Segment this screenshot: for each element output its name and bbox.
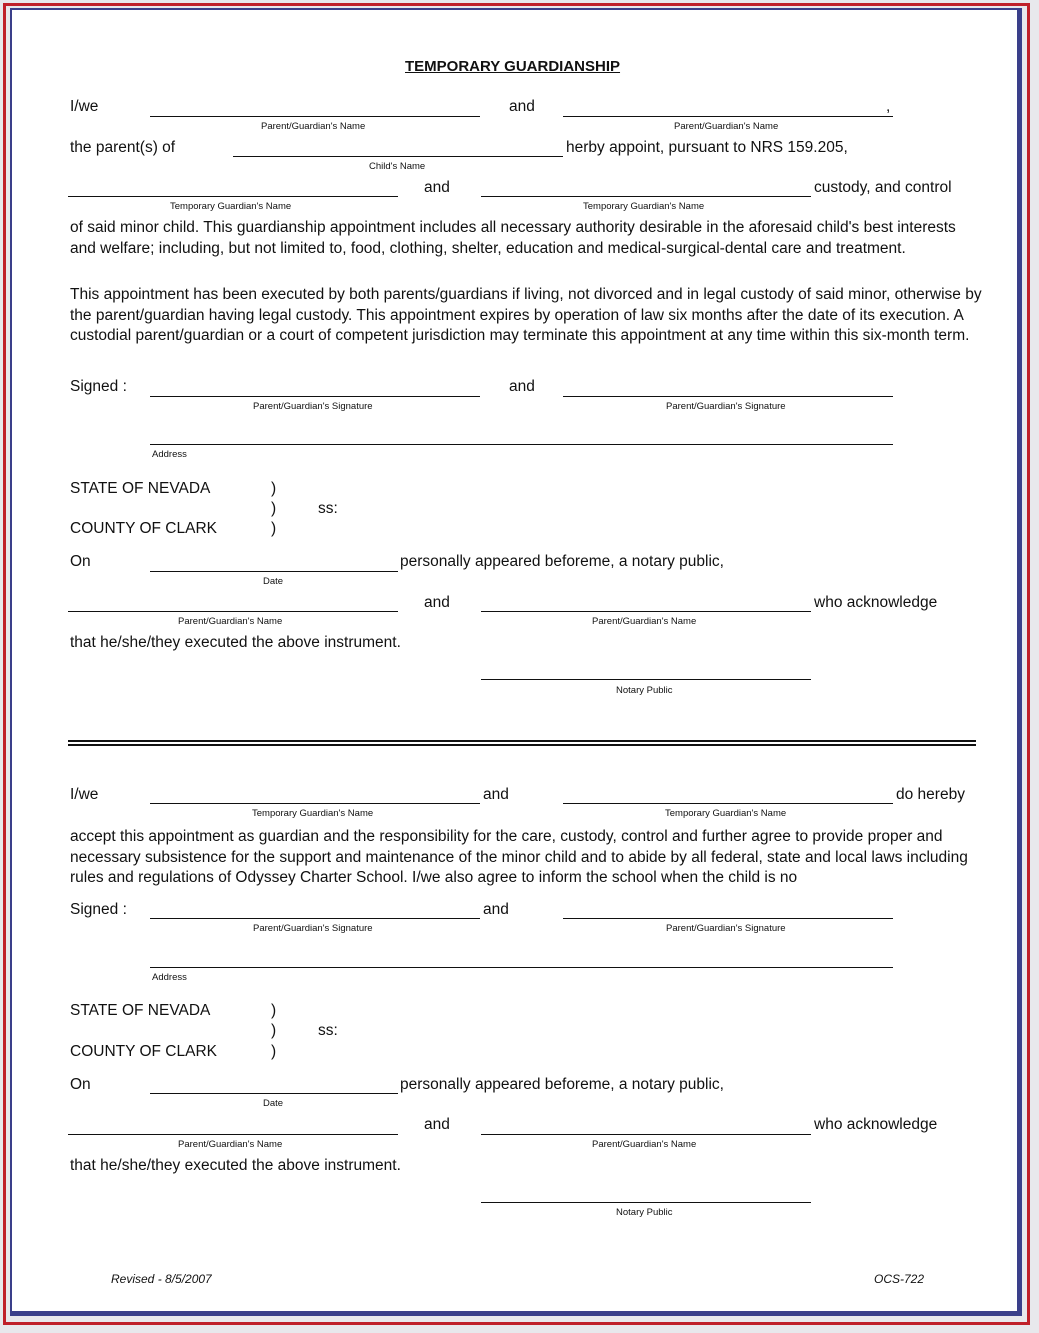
paren: ) <box>271 500 277 517</box>
appeared-text: personally appeared beforeme, a notary public, <box>400 553 724 570</box>
parent-signature-1-caption: Parent/Guardian's Signature <box>253 401 373 412</box>
herby-appoint-text: herby appoint, pursuant to NRS 159.205, <box>566 139 848 156</box>
notary-parent-name-2-field[interactable] <box>481 611 811 612</box>
date-caption: Date <box>263 1098 284 1109</box>
county-label: COUNTY OF CLARK <box>70 1043 217 1060</box>
address-field[interactable] <box>150 444 893 445</box>
ss-label: ss: <box>318 1022 338 1039</box>
who-acknowledge-text: who acknowledge <box>814 1116 938 1133</box>
notary-parent-name-1-field[interactable] <box>68 1134 398 1135</box>
address-field[interactable] <box>150 967 893 968</box>
and-label: and <box>424 1116 450 1133</box>
address-caption: Address <box>152 449 187 460</box>
temp-guardian-1-field[interactable] <box>68 196 398 197</box>
parent-signature-2-field[interactable] <box>563 396 893 397</box>
appeared-text: personally appeared beforeme, a notary public, <box>400 1076 724 1093</box>
notary-caption: Notary Public <box>616 685 673 696</box>
county-label: COUNTY OF CLARK <box>70 520 217 537</box>
document-title: TEMPORARY GUARDIANSHIP <box>405 58 621 75</box>
notary-parent-name-1-caption: Parent/Guardian's Name <box>178 616 283 627</box>
temp-guardian-2-field[interactable] <box>481 196 811 197</box>
iwe-label: I/we <box>70 98 99 115</box>
notary-parent-name-1-field[interactable] <box>68 611 398 612</box>
and-label: and <box>424 179 450 196</box>
state-label: STATE OF NEVADA <box>70 1002 211 1019</box>
parent-signature-2-caption: Parent/Guardian's Signature <box>666 401 786 412</box>
and-label: and <box>483 901 509 918</box>
paren: ) <box>271 520 277 537</box>
and-label: and <box>424 594 450 611</box>
guardian-signature-2-caption: Parent/Guardian's Signature <box>666 923 786 934</box>
notary-signature-field[interactable] <box>481 1202 811 1203</box>
parent-signature-1-field[interactable] <box>150 396 480 397</box>
date-field[interactable] <box>150 571 398 572</box>
temp-guardian-2-caption: Temporary Guardian's Name <box>583 201 705 212</box>
signed-label: Signed : <box>70 901 127 918</box>
custody-control-text: custody, and control <box>814 179 952 196</box>
document-page <box>10 8 1022 1316</box>
executed-text: that he/she/they executed the above instrument. <box>70 634 401 651</box>
and-label: and <box>509 378 535 395</box>
parent-name-2-field[interactable] <box>563 116 893 117</box>
notary-signature-field[interactable] <box>481 679 811 680</box>
state-label: STATE OF NEVADA <box>70 480 211 497</box>
do-hereby-text: do hereby <box>896 786 965 803</box>
temp-guardian-1-caption: Temporary Guardian's Name <box>170 201 292 212</box>
paren: ) <box>271 480 277 497</box>
guardian-signature-2-field[interactable] <box>563 918 893 919</box>
iwe-label: I/we <box>70 786 99 803</box>
notary-parent-name-2-caption: Parent/Guardian's Name <box>592 1139 697 1150</box>
parent-name-1-field[interactable] <box>150 116 480 117</box>
guardian-signature-1-caption: Parent/Guardian's Signature <box>253 923 373 934</box>
form-number: OCS-722 <box>874 1272 925 1286</box>
accept-temp-guardian-2-caption: Temporary Guardian's Name <box>665 808 787 819</box>
comma: , <box>886 98 891 115</box>
signed-label: Signed : <box>70 378 127 395</box>
on-label: On <box>70 1076 91 1093</box>
notary-parent-name-2-caption: Parent/Guardian's Name <box>592 616 697 627</box>
address-caption: Address <box>152 972 187 983</box>
notary-parent-name-1-caption: Parent/Guardian's Name <box>178 1139 283 1150</box>
notary-parent-name-2-field[interactable] <box>481 1134 811 1135</box>
date-caption: Date <box>263 576 284 587</box>
acceptance-paragraph: accept this appointment as guardian and the responsibility for the care, custody, control and further agree to provide proper and necessary subsistence for the support and maintenance of the minor child and to abide by all federal, state and local laws including rules and regulations of Odyssey Charter School. I/we also agree to inform the school when the child is no <box>70 828 968 886</box>
accept-temp-guardian-1-caption: Temporary Guardian's Name <box>252 808 374 819</box>
and-label: and <box>483 786 509 803</box>
parents-of-label: the parent(s) of <box>70 139 176 156</box>
accept-temp-guardian-2-field[interactable] <box>563 803 893 804</box>
and-label: and <box>509 98 535 115</box>
paren: ) <box>271 1022 277 1039</box>
expiry-paragraph: This appointment has been executed by both parents/guardians if living, not divorced and in legal custody of said minor, otherwise by the parent/guardian having legal custody. This appointment expires by operation of law six months after the date of its execution. A custodial parent/guardian or a court of competent jurisdiction may terminate this appointment at any time within this six-month term. <box>70 286 982 344</box>
parent-name-2-caption: Parent/Guardian's Name <box>674 121 779 132</box>
guardian-signature-1-field[interactable] <box>150 918 480 919</box>
notary-caption: Notary Public <box>616 1207 673 1218</box>
revised-date: Revised - 8/5/2007 <box>111 1272 212 1286</box>
ss-label: ss: <box>318 500 338 517</box>
authority-paragraph: of said minor child. This guardianship appointment includes all necessary authority desirable in the aforesaid child's best interests and welfare; including, but not limited to, food, clothing, shelter, education and medical-surgical-dental care and treatment. <box>70 219 956 257</box>
section-divider <box>68 740 976 746</box>
who-acknowledge-text: who acknowledge <box>814 594 938 611</box>
child-name-caption: Child's Name <box>369 161 426 172</box>
on-label: On <box>70 553 91 570</box>
child-name-field[interactable] <box>233 156 563 157</box>
parent-name-1-caption: Parent/Guardian's Name <box>261 121 366 132</box>
executed-text: that he/she/they executed the above instrument. <box>70 1157 401 1174</box>
date-field[interactable] <box>150 1093 398 1094</box>
accept-temp-guardian-1-field[interactable] <box>150 803 480 804</box>
paren: ) <box>271 1002 277 1019</box>
paren: ) <box>271 1043 277 1060</box>
